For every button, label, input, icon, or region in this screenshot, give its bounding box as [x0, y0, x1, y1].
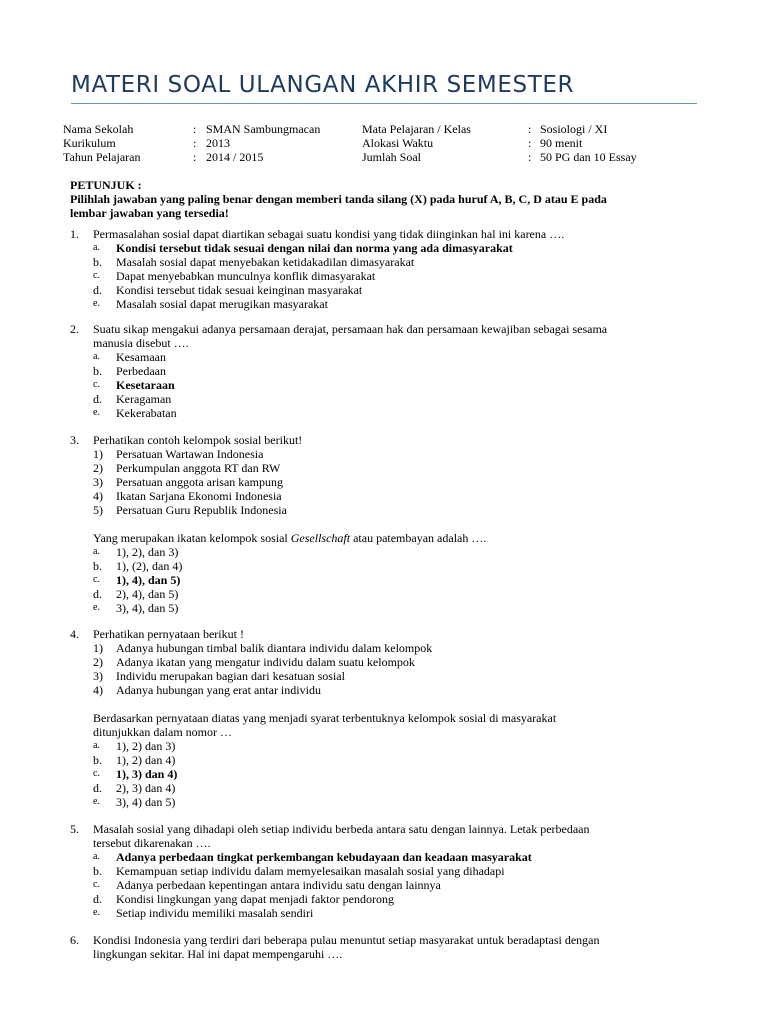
option-letter: b.: [93, 559, 102, 573]
option-letter: b.: [93, 864, 102, 878]
option-text: 1), 4), dan 5): [116, 573, 181, 587]
instructions-line: lembar jawaban yang tersedia!: [70, 206, 229, 220]
option-letter: b.: [93, 255, 102, 269]
info-value-school: SMAN Sambungmacan: [206, 122, 321, 136]
item-number: 1): [93, 641, 103, 655]
instructions-line: Pilihlah jawaban yang paling benar dengan memberi tanda silang (X) pada huruf A, B, C, D atau E pada: [70, 192, 607, 206]
question-prompt: [93, 531, 486, 545]
option-text: Kekerabatan: [116, 406, 177, 420]
option-letter: d.: [93, 781, 102, 795]
item-text: Adanya ikatan yang mengatur individu dalam suatu kelompok: [116, 655, 415, 669]
question-number: 6.: [70, 933, 79, 947]
info-value-subject: Sosiologi / XI: [540, 122, 608, 136]
question-text: Masalah sosial yang dihadapi oleh setiap individu berbeda antara satu dengan lainnya. Letak perbedaan: [93, 822, 590, 836]
option-letter: d.: [93, 587, 102, 601]
title-underline: [71, 103, 697, 104]
option-letter: e.: [93, 796, 100, 807]
option-letter: d.: [93, 392, 102, 406]
question-number: 4.: [70, 627, 79, 641]
option-text: Adanya perbedaan tingkat perkembangan kebudayaan dan keadaan masyarakat: [116, 850, 532, 864]
option-text: 1), 3) dan 4): [116, 767, 178, 781]
option-text: Kondisi tersebut tidak sesuai dengan nilai dan norma yang ada dimasyarakat: [116, 241, 513, 255]
option-text: 1), 2), dan 3): [116, 545, 179, 559]
prompt-term: Gesellschaft: [290, 531, 351, 545]
question-3: [70, 433, 700, 615]
option-letter: e.: [93, 407, 100, 418]
question-number: 3.: [70, 433, 79, 447]
item-text: Persatuan Wartawan Indonesia: [116, 447, 264, 461]
info-value-curriculum: 2013: [206, 136, 230, 150]
item-text: Perkumpulan anggota RT dan RW: [116, 461, 281, 475]
option-letter: a.: [93, 351, 100, 362]
option-text: Kesamaan: [116, 350, 166, 364]
option-letter: d.: [93, 283, 102, 297]
info-value-count: 50 PG dan 10 Essay: [540, 150, 637, 164]
question-prompt: Berdasarkan pernyataan diatas yang menjadi syarat terbentuknya kelompok sosial di masyarakat: [93, 711, 557, 725]
option-text: Masalah sosial dapat merugikan masyarakat: [116, 297, 328, 311]
question-text: Perhatikan contoh kelompok sosial berikut!: [93, 433, 303, 447]
option-text: Adanya perbedaan kepentingan antara individu satu dengan lainnya: [116, 878, 441, 892]
question-number: 1.: [70, 227, 79, 241]
question-prompt: ditunjukkan dalam nomor …: [93, 725, 232, 739]
option-text: 3), 4) dan 5): [116, 795, 176, 809]
option-text: 2), 4), dan 5): [116, 587, 179, 601]
question-text: manusia disebut ….: [93, 336, 189, 350]
info-label-count: Jumlah Soal: [362, 150, 421, 164]
option-letter: a.: [93, 740, 100, 751]
option-text: 2), 3) dan 4): [116, 781, 176, 795]
question-text: lingkungan sekitar. Hal ini dapat mempengaruhi ….: [93, 947, 343, 961]
question-text: Kondisi Indonesia yang terdiri dari beberapa pulau menuntut setiap masyarakat untuk beradaptasi dengan: [93, 933, 600, 947]
option-letter: e.: [93, 298, 100, 309]
option-letter: c.: [93, 379, 100, 390]
info-sep: :: [193, 150, 197, 164]
question-text: Permasalahan sosial dapat diartikan sebagai suatu kondisi yang tidak diinginkan hal ini karena ….: [93, 227, 565, 241]
option-text: 1), 2) dan 3): [116, 739, 176, 753]
option-text: Kondisi tersebut tidak sesuai keinginan masyarakat: [116, 283, 363, 297]
option-text: Masalah sosial dapat menyebakan ketidakadilan dimasyarakat: [116, 255, 415, 269]
option-text: Kondisi lingkungan yang dapat menjadi faktor pendorong: [116, 892, 394, 906]
option-letter: b.: [93, 753, 102, 767]
question-number: 5.: [70, 822, 79, 836]
question-5: [70, 822, 700, 920]
option-text: Setiap individu memiliki masalah sendiri: [116, 906, 314, 920]
option-letter: c.: [93, 879, 100, 890]
question-text: Perhatikan pernyataan berikut !: [93, 627, 244, 641]
option-text: Dapat menyebabkan munculnya konflik dimasyarakat: [116, 269, 376, 283]
question-number: 2.: [70, 322, 79, 336]
info-value-year: 2014 / 2015: [206, 150, 264, 164]
info-sep: :: [528, 136, 532, 150]
question-6: [70, 933, 700, 961]
item-number: 2): [93, 655, 103, 669]
question-text: Suatu sikap mengakui adanya persamaan derajat, persamaan hak dan persamaan kewajiban sebagai sesama: [93, 322, 608, 336]
instructions-heading: PETUNJUK :: [70, 178, 142, 192]
item-number: 2): [93, 461, 103, 475]
option-letter: c.: [93, 574, 100, 585]
item-number: 4): [93, 683, 103, 697]
item-number: 4): [93, 489, 103, 503]
item-number: 1): [93, 447, 103, 461]
item-number: 5): [93, 503, 103, 517]
option-letter: d.: [93, 892, 102, 906]
question-1: [70, 227, 700, 311]
option-letter: e.: [93, 602, 100, 613]
item-text: Persatuan Guru Republik Indonesia: [116, 503, 287, 517]
info-sep: :: [193, 122, 197, 136]
option-letter: e.: [93, 907, 100, 918]
item-text: Persatuan anggota arisan kampung: [116, 475, 283, 489]
info-label-curriculum: Kurikulum: [63, 136, 116, 150]
info-sep: :: [528, 122, 532, 136]
item-text: Adanya hubungan yang erat antar individu: [116, 683, 321, 697]
item-text: Adanya hubungan timbal balik diantara individu dalam kelompok: [116, 641, 433, 655]
question-2: [70, 322, 700, 420]
info-label-time: Alokasi Waktu: [362, 136, 434, 150]
item-text: Ikatan Sarjana Ekonomi Indonesia: [116, 489, 282, 503]
option-text: Perbedaan: [116, 364, 166, 378]
question-text: tersebut dikarenakan ….: [93, 836, 211, 850]
info-value-time: 90 menit: [540, 136, 583, 150]
info-label-year: Tahun Pelajaran: [63, 150, 141, 164]
info-sep: :: [193, 136, 197, 150]
option-text: Kesetaraan: [116, 378, 175, 392]
item-number: 3): [93, 475, 103, 489]
prompt-text: atau patembayan adalah ….: [350, 531, 487, 545]
info-label-school: Nama Sekolah: [63, 122, 134, 136]
prompt-text: Yang merupakan ikatan kelompok sosial: [93, 531, 291, 545]
info-label-subject: Mata Pelajaran / Kelas: [362, 122, 471, 136]
option-letter: c.: [93, 270, 100, 281]
option-text: 3), 4), dan 5): [116, 601, 179, 615]
info-sep: :: [528, 150, 532, 164]
item-number: 3): [93, 669, 103, 683]
option-letter: a.: [93, 242, 100, 253]
option-text: Keragaman: [116, 392, 172, 406]
option-letter: b.: [93, 364, 102, 378]
item-text: Individu merupakan bagian dari kesatuan sosial: [116, 669, 345, 683]
option-letter: a.: [93, 546, 100, 557]
page-title: MATERI SOAL ULANGAN AKHIR SEMESTER: [71, 72, 575, 98]
question-4: [70, 627, 700, 809]
option-text: Kemampuan setiap individu dalam memyelesaikan masalah sosial yang dihadapi: [116, 864, 505, 878]
option-letter: c.: [93, 768, 100, 779]
option-letter: a.: [93, 851, 100, 862]
option-text: 1), (2), dan 4): [116, 559, 183, 573]
option-text: 1), 2) dan 4): [116, 753, 176, 767]
